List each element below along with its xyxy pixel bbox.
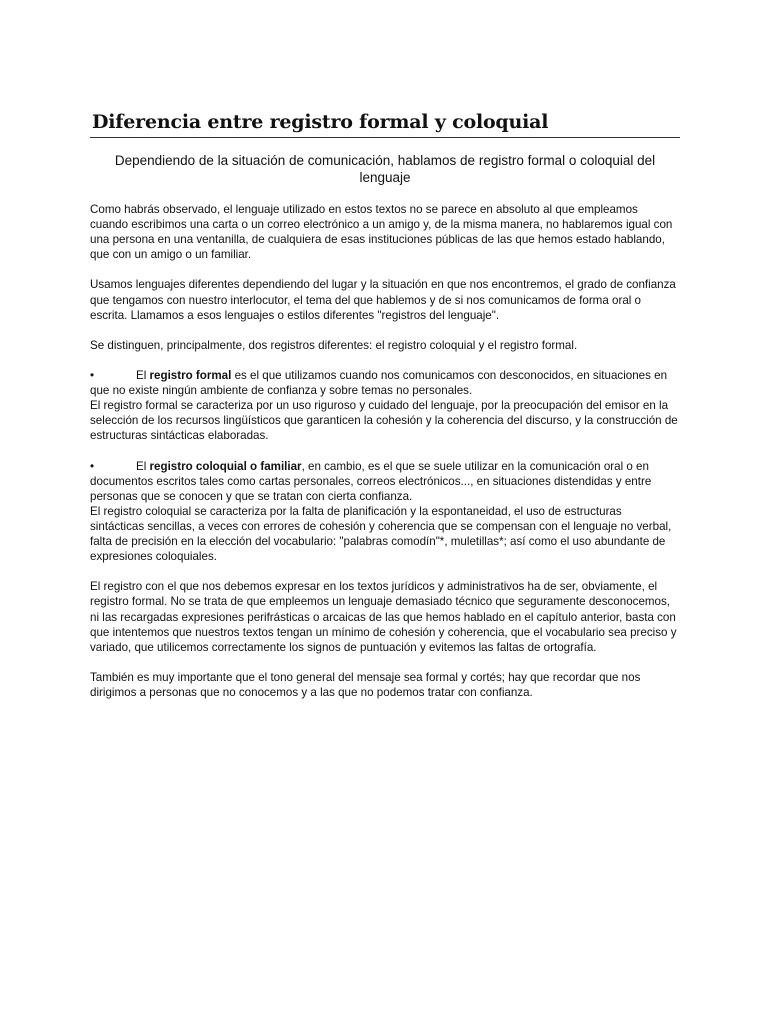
document-body <box>90 202 678 715</box>
bullet-marker: • <box>90 459 95 473</box>
coloquial-rest: , en cambio, es el que se suele utilizar en la comunicación oral o en documentos escritos tales como cartas personales, correos electrónicos..., en situaciones distendidas y entre personas que se conocen y que se tratan con cierta confianza. <box>90 459 652 503</box>
paragraph-distinguen: Se distinguen, principalmente, dos registros diferentes: el registro coloquial y el registro formal. <box>90 338 578 352</box>
document-title: Diferencia entre registro formal y coloquial <box>92 111 549 133</box>
formal-intro: El <box>136 369 150 383</box>
paragraph-tono: También es muy importante que el tono general del mensaje sea formal y cortés; hay que recordar que nos dirigimos a personas que no conocemos y a las que no podemos tratar con confianza. <box>90 670 641 699</box>
document-subtitle: Dependiendo de la situación de comunicación, hablamos de registro formal o coloquial del lenguaje <box>114 153 656 185</box>
title-divider <box>90 137 680 138</box>
paragraph-intro: Como habrás observado, el lenguaje utilizado en estos textos no se parece en absoluto al que empleamos cuando escribimos una carta o un correo electrónico a un amigo y, de la misma manera, no hablaremos igual con una persona en una ventanilla, de cualquiera de esas instituciones públicas de las que hemos estado hablando, que con un amigo o un familiar. <box>90 203 673 262</box>
coloquial-detail: El registro coloquial se caracteriza por la falta de planificación y la espontaneidad, el uso de estructuras sintácticas sencillas, a veces con errores de cohesión y coherencia que se compensan con el lenguaje no verbal, falta de precisión en la elección del vocabulario: "palabras comodín"*, muletillas*; así como el uso abundante de expresiones coloquiales. <box>90 504 672 564</box>
coloquial-intro: El <box>136 459 150 473</box>
coloquial-term: registro coloquial o familiar <box>149 459 302 473</box>
paragraph-registros: Usamos lenguajes diferentes dependiendo del lugar y la situación en que nos encontremos, el grado de confianza que tengamos con nuestro interlocutor, el tema del que hablemos y de si nos comunicamos de forma oral o escrita. Llamamos a esos lenguajes o estilos diferentes "registros del lenguaje". <box>90 278 676 322</box>
paragraph-textos-juridicos: El registro con el que nos debemos expresar en los textos jurídicos y administrativos ha de ser, obviamente, el registro formal. No se trata de que empleemos un lenguaje demasiado técnico que seguramente desconocemos, ni las recargadas expresiones perifrásticas o arcaicas de las que hemos hablado en el capítulo anterior, basta con que intentemos que nuestros textos tengan un mínimo de cohesión y coherencia, que el vocabulario sea preciso y variado, que utilicemos correctamente los signos de puntuación y evitemos las faltas de ortografía. <box>90 580 677 654</box>
bullet-registro-formal <box>90 368 678 443</box>
formal-detail: El registro formal se caracteriza por un uso riguroso y cuidado del lenguaje, por la preocupación del emisor en la selección de los recursos lingüísticos que garanticen la cohesión y la coherencia del discurso, y la construcción de estructuras sintácticas elaboradas. <box>90 399 678 443</box>
formal-term: registro formal <box>149 369 232 383</box>
bullet-marker: • <box>90 369 95 383</box>
formal-rest: es el que utilizamos cuando nos comunicamos con desconocidos, en situaciones en que no existe ningún ambiente de confianza y sobre temas no personales. <box>90 369 668 398</box>
bullet-registro-coloquial <box>90 459 678 565</box>
